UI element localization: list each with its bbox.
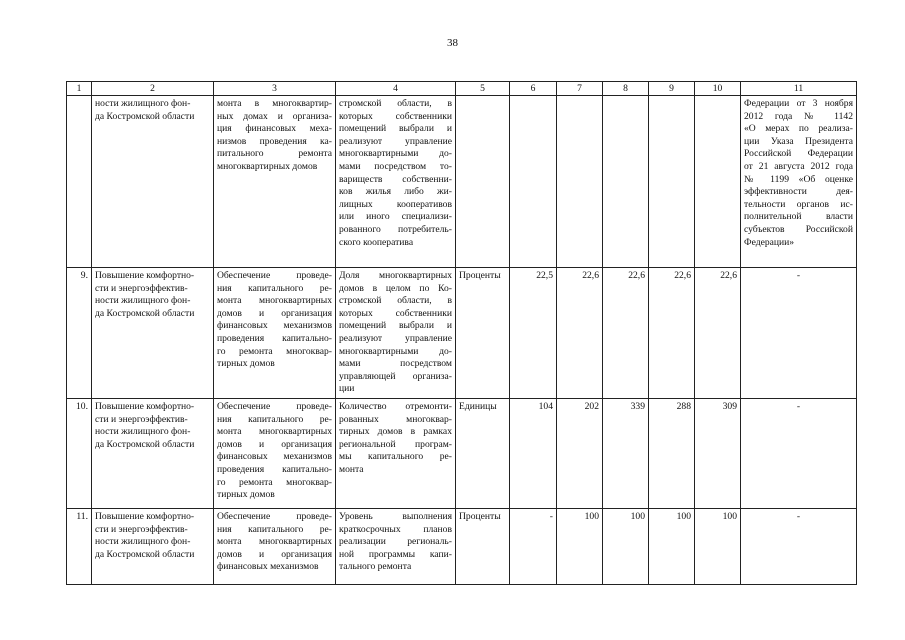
value-cell [557, 96, 603, 268]
cell-line: Уровень выполнения [339, 510, 452, 522]
cell-line: да Костромской области [95, 307, 195, 319]
cell-line: стромской области, в [339, 295, 452, 307]
measure-cell [336, 268, 456, 399]
cell-line: го ремонта многоквар- [217, 476, 332, 488]
table-row [67, 96, 857, 268]
cell-line: низмов проведения ка- [217, 135, 332, 147]
row-number-cell: 11. [67, 508, 92, 584]
table-row [67, 398, 857, 508]
cell-line: ности жилищного фон- [95, 295, 191, 307]
cell-line: тального ремонта [339, 561, 412, 573]
value-cell [649, 96, 695, 268]
cell-line: реализуют управление [339, 135, 452, 147]
cell-line: проведения капитально- [217, 463, 332, 475]
cell-line: ния капитального ре- [217, 282, 332, 294]
cell-line: мами посредством [339, 358, 452, 370]
cell-line: ния капитального ре- [217, 523, 332, 535]
cell-line: эффективности дея- [744, 186, 853, 198]
cell-line: Повышение комфортно- [95, 510, 195, 522]
cell-line: управляющей организа- [339, 370, 452, 382]
cell-line: субъектов Российской [744, 223, 853, 235]
cell-line: проведения капитально- [217, 332, 332, 344]
cell-line: многоквартирными до- [339, 345, 452, 357]
cell-line: монта многоквартирных [217, 295, 332, 307]
cell-line: или иного специализи- [339, 211, 452, 223]
cell-line: помещений выбрали и [339, 123, 452, 135]
indicator-cell [92, 508, 214, 584]
cell-line: сти и энергоэффектив- [95, 523, 188, 535]
value-cell: 22,6 [603, 268, 649, 399]
cell-line: лищных кооперативов [339, 198, 452, 210]
cell-line: ности жилищного фон- [95, 98, 191, 109]
cell-line: ков жилья либо жи- [339, 186, 452, 198]
cell-line: мами посредством то- [339, 160, 452, 172]
header-cell: 2 [92, 82, 214, 96]
cell-line: домов и организация [217, 307, 332, 319]
value-cell: 288 [649, 398, 695, 508]
cell-line: домов в целом по Ко- [339, 282, 452, 294]
cell-line: Обеспечение проведе- [217, 510, 332, 522]
cell-line: ности жилищного фон- [95, 536, 191, 548]
header-cell: 1 [67, 82, 92, 96]
cell-line: монта [339, 463, 364, 475]
basis-cell: - [741, 268, 857, 399]
cell-line: ции Указа Президента [744, 135, 853, 147]
cell-line: рованных многоквар- [339, 413, 452, 425]
measure-cell [336, 508, 456, 584]
header-cell: 9 [649, 82, 695, 96]
cell-line: домов и организация [217, 438, 332, 450]
cell-line: финансовых механизмов [217, 561, 319, 573]
value-cell [510, 96, 557, 268]
cell-line: монта многоквартирных [217, 536, 332, 548]
cell-line: да Костромской области [95, 110, 195, 122]
indicator-cell [92, 268, 214, 399]
cell-line: реализации региональ- [339, 536, 452, 548]
cell-line: тирных домов в рамках [339, 426, 452, 438]
cell-line: реализуют управление [339, 332, 452, 344]
row-number-cell: 9. [67, 268, 92, 399]
header-cell: 11 [741, 82, 857, 96]
header-cell: 8 [603, 82, 649, 96]
cell-line: 2012 года № 1142 [744, 110, 853, 122]
value-cell [603, 96, 649, 268]
cell-line: финансовых механизмов [217, 320, 332, 332]
row-number-cell: 10. [67, 398, 92, 508]
cell-line: которых собственники [339, 110, 452, 122]
cell-line: рованного потребитель- [339, 223, 452, 235]
unit-cell: Проценты [456, 268, 510, 399]
cell-line: стромской области, в [339, 98, 452, 109]
header-cell: 7 [557, 82, 603, 96]
indicators-table [66, 81, 857, 585]
cell-line: многоквартирных домов [217, 160, 318, 172]
cell-line: региональной програм- [339, 438, 452, 450]
cell-line: тирных домов [217, 489, 275, 501]
unit-cell [456, 96, 510, 268]
cell-line: да Костромской области [95, 548, 195, 560]
value-cell: 22,5 [510, 268, 557, 399]
header-cell: 5 [456, 82, 510, 96]
unit-cell: Проценты [456, 508, 510, 584]
basis-cell: - [741, 398, 857, 508]
task-cell [214, 398, 336, 508]
value-cell: 100 [557, 508, 603, 584]
cell-line: ной программы капи- [339, 548, 452, 560]
cell-line: Обеспечение проведе- [217, 400, 332, 412]
value-cell: 22,6 [695, 268, 741, 399]
page-number: 38 [447, 37, 458, 49]
value-cell: 22,6 [557, 268, 603, 399]
value-cell: 202 [557, 398, 603, 508]
cell-line: ности жилищного фон- [95, 426, 191, 438]
value-cell: 104 [510, 398, 557, 508]
indicator-cell [92, 398, 214, 508]
cell-line: Федерации от 3 ноября [744, 98, 853, 109]
row-number-cell [67, 96, 92, 268]
cell-line: Доля многоквартирных [339, 270, 452, 281]
cell-line: сти и энергоэффектив- [95, 282, 188, 294]
value-cell [695, 96, 741, 268]
value-cell: 100 [603, 508, 649, 584]
value-cell: 339 [603, 398, 649, 508]
measure-cell [336, 96, 456, 268]
cell-line: ции [339, 383, 355, 395]
value-cell: 100 [649, 508, 695, 584]
cell-line: Повышение комфортно- [95, 400, 195, 412]
cell-line: мы капитального ре- [339, 451, 452, 463]
table-header-row [67, 82, 857, 96]
cell-line: от 21 августа 2012 года [744, 160, 853, 172]
cell-line: краткосрочных планов [339, 523, 452, 535]
header-cell: 10 [695, 82, 741, 96]
cell-line: питального ремонта [217, 148, 332, 160]
cell-line: Обеспечение проведе- [217, 270, 332, 281]
cell-line: многоквартирными до- [339, 148, 452, 160]
cell-line: которых собственники [339, 307, 452, 319]
cell-line: ния капитального ре- [217, 413, 332, 425]
cell-line: ского кооператива [339, 236, 414, 248]
cell-line: Российской Федерации [744, 148, 853, 160]
table-row [67, 508, 857, 584]
task-cell [214, 268, 336, 399]
cell-line: финансовых механизмов [217, 451, 332, 463]
cell-line: монта в многоквартир- [217, 98, 332, 109]
task-cell [214, 96, 336, 268]
cell-line: помещений выбрали и [339, 320, 452, 332]
basis-cell: - [741, 508, 857, 584]
header-cell: 4 [336, 82, 456, 96]
cell-line: Количество отремонти- [339, 400, 452, 412]
cell-line: ных домах и организа- [217, 110, 332, 122]
measure-cell [336, 398, 456, 508]
cell-line: Федерации» [744, 236, 795, 248]
value-cell: 100 [695, 508, 741, 584]
value-cell: 22,6 [649, 268, 695, 399]
cell-line: сти и энергоэффектив- [95, 413, 188, 425]
cell-line: Повышение комфортно- [95, 270, 195, 281]
cell-line: ция финансовых меха- [217, 123, 332, 135]
cell-line: «О мерах по реализа- [744, 123, 853, 135]
unit-cell: Единицы [456, 398, 510, 508]
table-row [67, 268, 857, 399]
cell-line: тирных домов [217, 358, 275, 370]
value-cell: 309 [695, 398, 741, 508]
cell-line: полнительной власти [744, 211, 853, 223]
cell-line: го ремонта многоквар- [217, 345, 332, 357]
indicator-cell [92, 96, 214, 268]
header-cell: 3 [214, 82, 336, 96]
cell-line: тельности органов ис- [744, 198, 853, 210]
cell-line: № 1199 «Об оценке [744, 173, 853, 185]
cell-line: монта многоквартирных [217, 426, 332, 438]
cell-line: да Костромской области [95, 438, 195, 450]
header-cell: 6 [510, 82, 557, 96]
task-cell [214, 508, 336, 584]
value-cell: - [510, 508, 557, 584]
basis-cell [741, 96, 857, 268]
cell-line: вариществ собственни- [339, 173, 452, 185]
cell-line: домов и организация [217, 548, 332, 560]
